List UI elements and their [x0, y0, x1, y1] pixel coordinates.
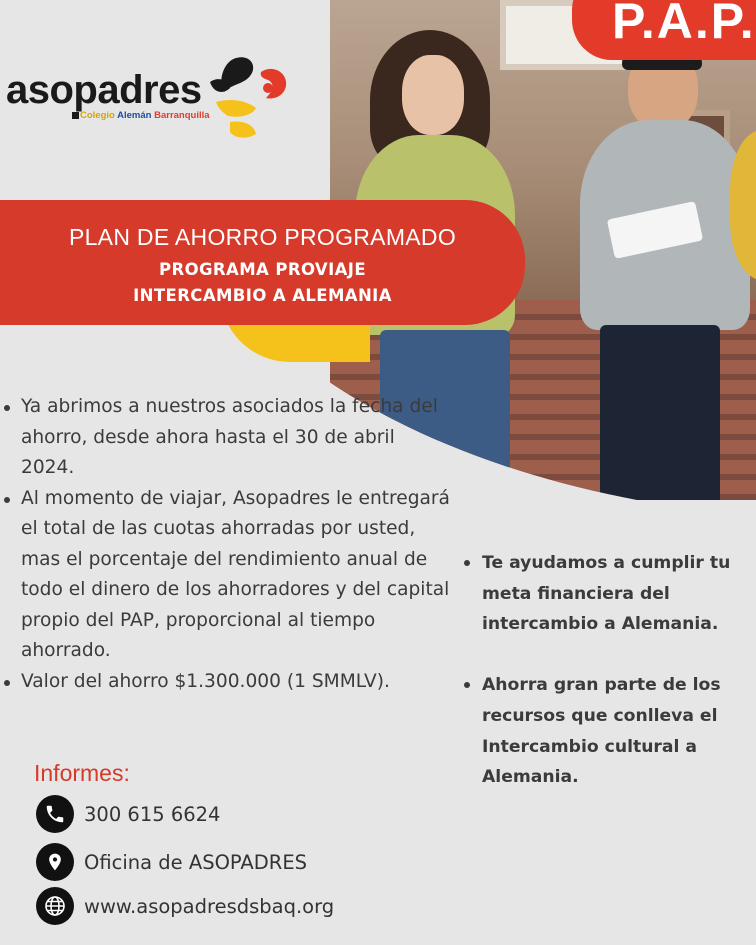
banner-subtitle-2: INTERCAMBIO A ALEMANIA: [133, 286, 392, 305]
logo-subtitle: [72, 110, 210, 121]
logo-mark-icon: [206, 54, 296, 144]
pap-badge-text: P.A.P.: [612, 0, 756, 49]
banner-subtitle-1: PROGRAMA PROVIAJE: [158, 260, 367, 279]
phone-number: 300 615 6624: [84, 802, 221, 826]
info-bullet-item: Ya abrimos a nuestros asociados la fecha del ahorro, desde ahora hasta el 30 de abril 2024.: [0, 392, 450, 484]
info-bullet-item: Al momento de viajar, Asopadres le entregará el total de las cuotas ahorradas por usted, mas el porcentaje del rendimiento anual de todo el dinero de los ahorradores y del capital propio del PAP, proporcional al tiempo ahorrado.: [0, 484, 450, 667]
info-bullet-item: Valor del ahorro $1.300.000 (1 SMMLV).: [0, 667, 450, 698]
highlight-bullet-list: [462, 548, 752, 793]
photo-person-pants-2: [600, 325, 720, 500]
contact-phone[interactable]: [36, 795, 220, 833]
logo-sub-barranquilla: Barranquilla: [154, 110, 210, 121]
pap-badge: [572, 0, 756, 60]
logo-sub-aleman: Alemán: [117, 110, 152, 121]
location-pin-icon: [36, 843, 74, 881]
website-link[interactable]: www.asopadresdsbaq.org: [84, 894, 335, 918]
phone-icon: [36, 795, 74, 833]
globe-icon: [36, 887, 74, 925]
contact-website[interactable]: [36, 887, 334, 925]
logo-sub-colegio: Colegio: [80, 110, 115, 121]
highlight-bullet-item: Te ayudamos a cumplir tu meta financiera del intercambio a Alemania.: [462, 548, 752, 640]
office-label: Oficina de ASOPADRES: [84, 850, 308, 874]
title-banner: [0, 200, 525, 325]
highlight-bullet-item: Ahorra gran parte de los recursos que conlleva el Intercambio cultural a Alemania.: [462, 670, 752, 793]
contact-heading: Informes:: [34, 760, 130, 786]
contact-office: [36, 843, 307, 881]
info-bullet-list: [0, 392, 450, 697]
logo-flag-square: [72, 112, 79, 119]
banner-title: PLAN DE AHORRO PROGRAMADO: [68, 224, 457, 250]
photo-person-face: [402, 55, 464, 135]
logo-wordmark: asopadres: [6, 68, 202, 112]
asopadres-logo: [6, 54, 306, 144]
